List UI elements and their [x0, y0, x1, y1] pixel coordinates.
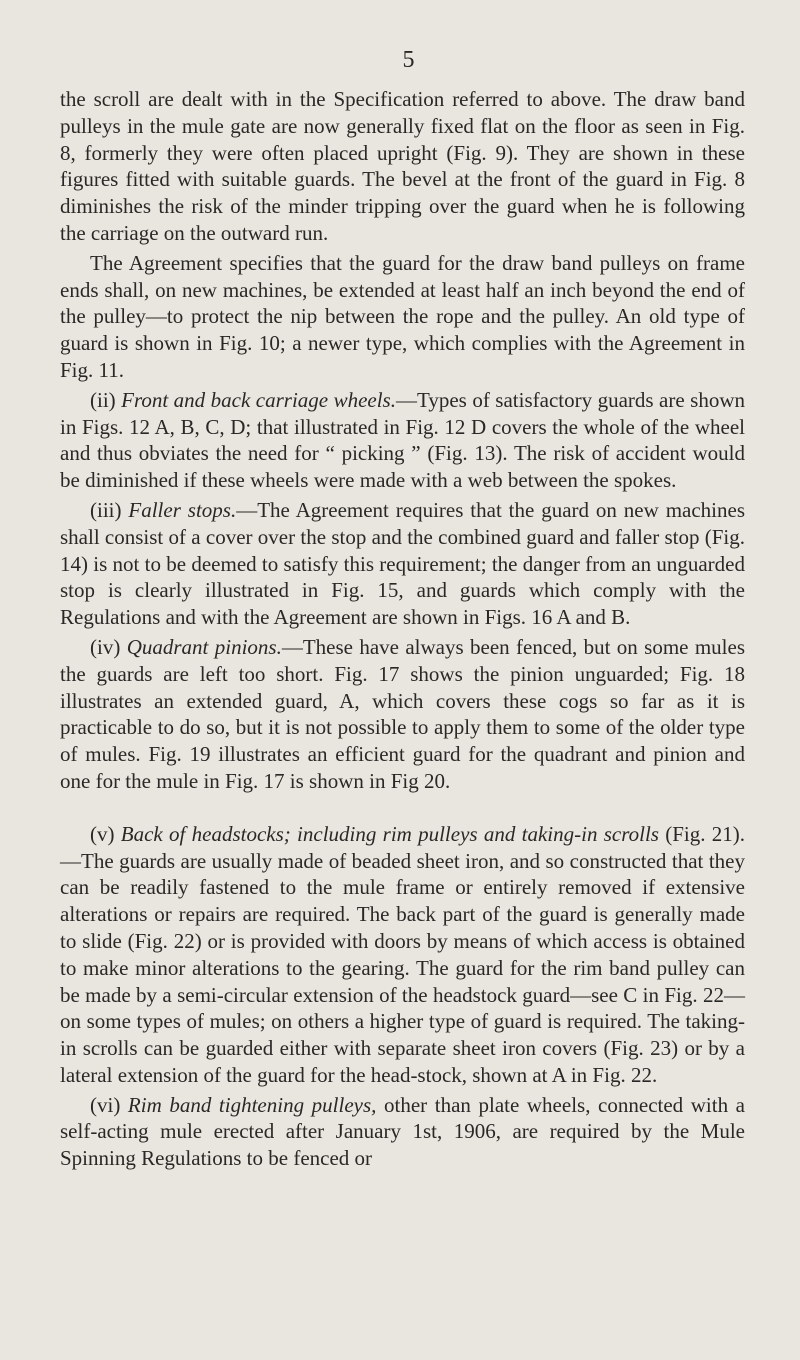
section-number: (v) [90, 821, 115, 846]
section-number: (vi) [90, 1092, 121, 1117]
section-heading: Faller stops. [128, 497, 237, 522]
page-number: 5 [402, 47, 415, 73]
section-carriage-wheels [60, 387, 745, 494]
section-number: (iii) [90, 497, 122, 522]
section-heading: Quadrant pinions. [126, 634, 282, 659]
section-heading: Rim band tightening pulleys, [127, 1092, 377, 1117]
section-text: —These have always been fenced, but on some mules the guards are left too short. Fig. 17 shows the pinion unguarded; Fig. 18 illustrates an extended guard, A, which covers these cogs so far as it is practicable to do so, but it is not possible to apply them to some of the older type of mules. Fig. 19 illustrates an efficient guard for the quadrant and pinion and one for the mule in Fig. 17 is shown in Fig 20. [60, 634, 746, 793]
section-text: (Fig. 21).—The guards are usually made of beaded sheet iron, and so constructed that they can be readily fastened to the mule frame or entirely removed if extensive alterations or repairs are required. The back part of the guard is generally made to slide (Fig. 22) or is provided with doors by means of which access is obtained to make minor alterations to the gearing. The guard for the rim band pulley can be made by a semi-circular extension of the headstock guard—see C in Fig. 22—on some types of mules; on others a higher type of guard is required. The taking-in scrolls can be guarded either with separate sheet iron covers (Fig. 23) or by a lateral extension of the guard for the head-stock, shown at A in Fig. 22. [60, 821, 746, 1087]
section-text: —Types of satisfactory guards are shown in Figs. 12 A, B, C, D; that illustrated in Fig. 12 D covers the whole of the wheel and thus obviates the need for “ picking ” (Fig. 13). The risk of accident would be diminished if these wheels were made with a web between the spokes. [60, 387, 745, 493]
paragraph-agreement-pulleys: The Agreement specifies that the guard for the draw band pulleys on frame ends shall, on new machines, be extended at least half an inch beyond the end of the pulley—to protect the nip between the rope and the pulley. An old type of guard is shown in Fig. 10; a newer type, which complies with the Agreement in Fig. 11. [60, 250, 745, 382]
section-heading: Front and back carriage wheels. [121, 387, 396, 412]
section-text: other than plate wheels, connected with a self-acting mule erected after January 1st, 1906, are required by the Mule Spinning Regulations to be fenced or [60, 1092, 745, 1171]
paragraph-scroll-draw-band: the scroll are dealt with in the Specification referred to above. The draw band pulleys in the mule gate are now generally fixed flat on the floor as seen in Fig. 8, formerly they were often placed upright (Fig. 9). They are shown in these figures fitted with suitable guards. The bevel at the front of the guard in Fig. 8 diminishes the risk of the minder tripping over the guard when he is following the carriage on the outward run. [60, 87, 745, 245]
section-quadrant-pinions [60, 634, 745, 795]
section-number: (iv) [90, 634, 121, 659]
section-rim-band-pulleys [60, 1092, 745, 1172]
section-heading: Back of headstocks; including rim pulleys and taking-in scrolls [120, 821, 659, 846]
section-faller-stops [60, 497, 745, 631]
section-text: —The Agreement requires that the guard on new machines shall consist of a cover over the stop and the combined guard and faller stop (Fig. 14) is not to be deemed to satisfy this requirement; the danger from an unguarded stop is clearly illustrated in Fig. 15, and guards which comply with the Regulations and with the Agreement are shown in Figs. 16 A and B. [60, 497, 745, 630]
section-back-of-headstocks [60, 821, 745, 1089]
section-number: (ii) [90, 387, 116, 412]
